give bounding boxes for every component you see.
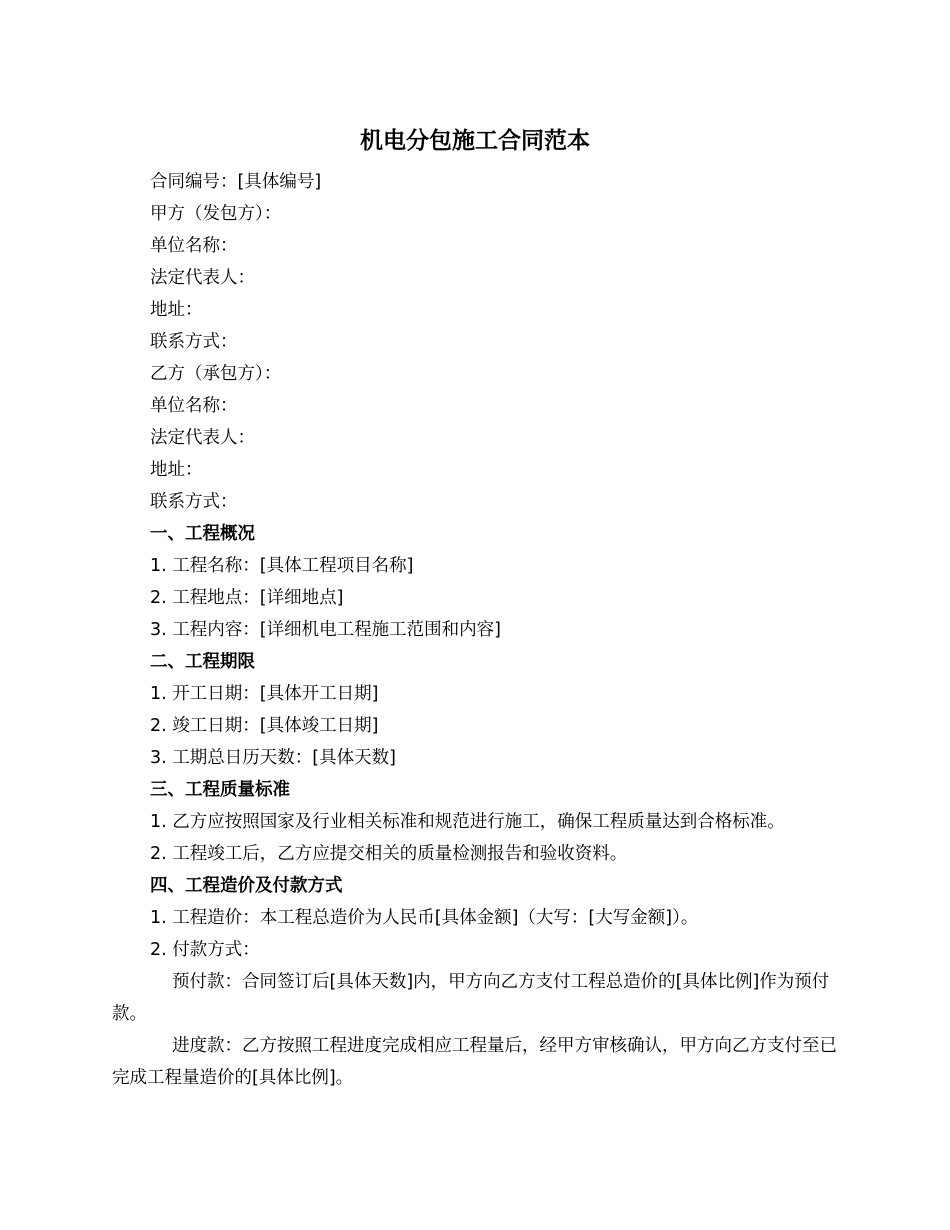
section-heading-duration: 二、工程期限: [150, 652, 255, 672]
payment-item: 2. 付款方式：: [150, 940, 260, 960]
quality-item: 2. 工程竣工后，乙方应提交相关的质量检测报告和验收资料。: [150, 844, 628, 864]
overview-item: 3. 工程内容：[详细机电工程施工范围和内容]: [150, 620, 501, 640]
advance-payment-paragraph: 预付款：合同签订后[具体天数]内，甲方向乙方支付工程总造价的[具体比例]作为预付款。: [112, 972, 830, 1024]
duration-item: 1. 开工日期：[具体开工日期]: [150, 684, 379, 704]
party-b-contact: 联系方式：: [150, 492, 238, 512]
overview-item: 2. 工程地点：[详细地点]: [150, 588, 344, 608]
document-title: 机电分包施工合同范本: [360, 128, 590, 154]
section-heading-overview: 一、工程概况: [150, 524, 255, 544]
duration-item: 2. 竣工日期：[具体竣工日期]: [150, 716, 379, 736]
quality-item: 1. 乙方应按照国家及行业相关标准和规范进行施工，确保工程质量达到合格标准。: [150, 812, 785, 832]
section-heading-payment: 四、工程造价及付款方式: [150, 876, 343, 896]
party-a-address: 地址：: [150, 300, 203, 320]
contract-number-line: 合同编号：[具体编号]: [150, 172, 322, 192]
party-a-contact: 联系方式：: [150, 332, 238, 352]
overview-item: 1. 工程名称：[具体工程项目名称]: [150, 556, 414, 576]
party-b-company-name: 单位名称：: [150, 396, 238, 416]
progress-payment-paragraph: 进度款：乙方按照工程进度完成相应工程量后，经甲方审核确认，甲方向乙方支付至已完成工程量造价的[具体比例]。: [112, 1036, 837, 1088]
section-heading-quality: 三、工程质量标准: [150, 780, 290, 800]
payment-item: 1. 工程造价：本工程总造价为人民币[具体金额]（大写：[大写金额]）。: [150, 908, 699, 928]
party-b-label: 乙方（承包方）：: [150, 364, 282, 384]
duration-item: 3. 工期总日历天数：[具体天数]: [150, 748, 396, 768]
party-b-legal-rep: 法定代表人：: [150, 428, 255, 448]
party-b-address: 地址：: [150, 460, 203, 480]
party-a-legal-rep: 法定代表人：: [150, 268, 255, 288]
party-a-company-name: 单位名称：: [150, 236, 238, 256]
party-a-label: 甲方（发包方）：: [150, 204, 282, 224]
